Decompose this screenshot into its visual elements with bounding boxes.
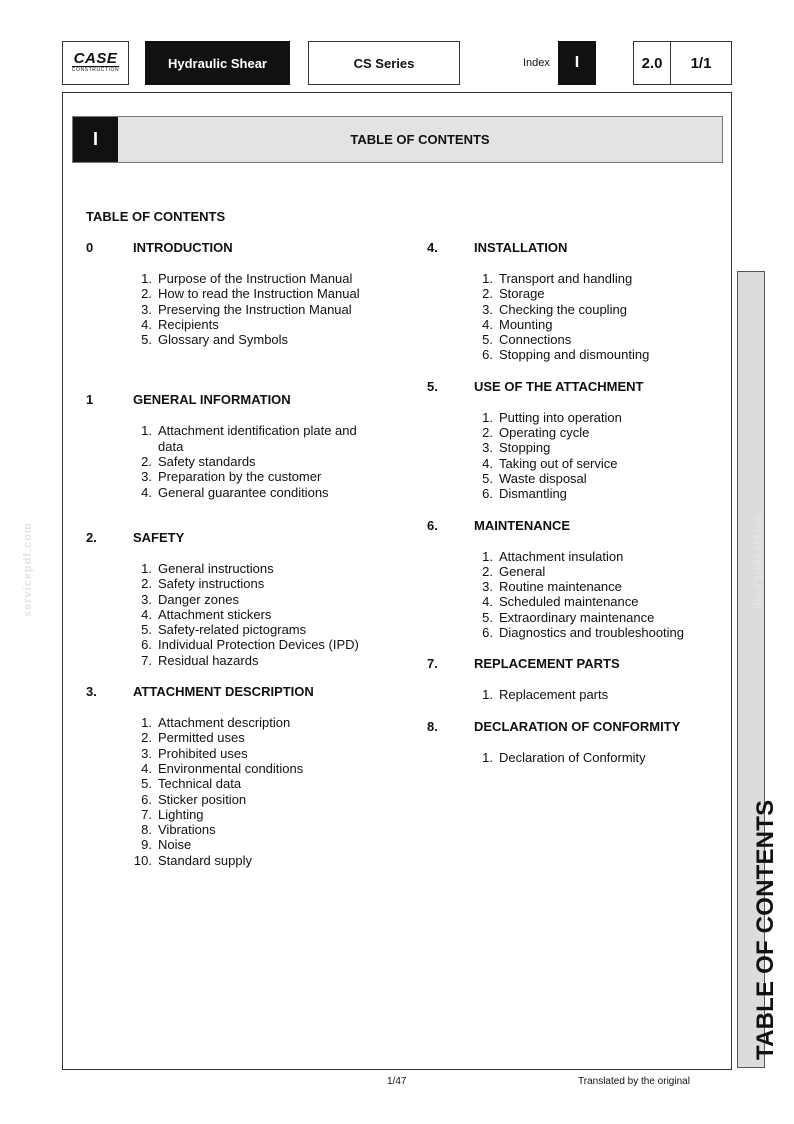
toc-item — [427, 471, 727, 486]
toc-item-list — [427, 271, 727, 363]
toc-item — [427, 594, 727, 609]
toc-section-title: MAINTENANCE — [474, 517, 571, 533]
toc-section-number: 8. — [427, 718, 438, 734]
watermark-left: servicepdf.com — [22, 522, 34, 617]
toc-item — [86, 332, 386, 347]
toc-section — [427, 379, 727, 502]
toc-item-number: 7. — [141, 652, 152, 668]
toc-section-heading — [86, 392, 386, 407]
toc-item-number: 6. — [141, 791, 152, 807]
toc-item-text: Technical data — [158, 776, 242, 792]
toc-section-title: INSTALLATION — [474, 240, 568, 255]
toc-item — [427, 579, 727, 594]
toc-item-number: 2. — [141, 576, 152, 592]
toc-item-text: Mounting — [499, 316, 553, 332]
toc-item — [86, 730, 386, 745]
toc-item — [86, 746, 386, 761]
toc-item-number: 2. — [482, 563, 493, 579]
toc-item-text: Preparation by the customer — [158, 469, 322, 485]
toc-section-heading — [427, 379, 727, 394]
toc-section-number: 3. — [86, 684, 97, 700]
toc-item-text: Attachment identification plate and data — [158, 423, 357, 454]
toc-section — [86, 392, 386, 499]
toc-item — [427, 750, 727, 765]
toc-item-number: 10. — [133, 852, 152, 868]
toc-item-text: Declaration of Conformity — [499, 749, 646, 765]
toc-item-number: 5. — [482, 609, 493, 625]
toc-item-number: 1. — [482, 749, 493, 765]
toc-item-number: 3. — [141, 745, 152, 761]
case-logo — [62, 41, 129, 85]
toc-right-column — [427, 240, 727, 781]
toc-item-number: 5. — [141, 776, 152, 792]
toc-item-number: 1. — [141, 715, 152, 731]
toc-item-text: Permitted uses — [158, 730, 245, 746]
toc-section-title: ATTACHMENT DESCRIPTION — [133, 684, 314, 700]
toc-item — [86, 622, 386, 637]
toc-item-text: Connections — [499, 332, 572, 348]
toc-section-heading — [427, 240, 727, 255]
toc-item — [86, 561, 386, 576]
toc-item — [427, 625, 727, 640]
toc-item-list — [427, 750, 727, 765]
toc-item — [427, 286, 727, 301]
toc-item — [86, 469, 386, 484]
toc-item — [427, 425, 727, 440]
toc-section — [86, 240, 386, 347]
toc-item-text: General instructions — [158, 560, 274, 576]
toc-section — [86, 530, 386, 668]
toc-item-text: Putting into operation — [499, 409, 622, 425]
toc-item-number: 3. — [141, 591, 152, 607]
toc-item — [427, 456, 727, 471]
toc-section-title: USE OF THE ATTACHMENT — [474, 378, 644, 394]
toc-item-text: Purpose of the Instruction Manual — [158, 271, 353, 286]
toc-item — [86, 485, 386, 500]
toc-item — [86, 286, 386, 301]
toc-section — [86, 684, 386, 868]
version-number: 2.0 — [633, 41, 671, 85]
toc-section-title: SAFETY — [133, 529, 185, 545]
toc-item-text: Safety-related pictograms — [158, 622, 307, 638]
toc-item-number: 2. — [482, 425, 493, 441]
toc-item-number: 2. — [141, 454, 152, 470]
toc-item-number: 6. — [141, 637, 152, 653]
toc-item-number: 1. — [482, 271, 493, 286]
series-label: CS Series — [308, 41, 460, 85]
watermark-right: servicepdf.com — [752, 515, 764, 610]
toc-item — [427, 410, 727, 425]
toc-item — [427, 687, 727, 702]
toc-item-number: 6. — [482, 625, 493, 641]
logo-subtext: CONSTRUCTION — [71, 67, 120, 73]
toc-item — [86, 807, 386, 822]
toc-item — [86, 853, 386, 868]
toc-item-text: Sticker position — [158, 791, 247, 807]
toc-item-number: 4. — [482, 455, 493, 471]
toc-item — [86, 761, 386, 776]
toc-item-text: Transport and handling — [499, 271, 633, 286]
toc-item-number: 8. — [141, 822, 152, 838]
toc-item-number: 4. — [141, 316, 152, 332]
toc-item-text: Attachment insulation — [499, 548, 624, 564]
toc-item-number: 4. — [482, 316, 493, 332]
toc-section-number: 7. — [427, 656, 438, 672]
toc-item-number: 4. — [482, 594, 493, 610]
toc-item-text: Routine maintenance — [499, 579, 622, 595]
toc-item — [86, 776, 386, 791]
toc-item-number: 3. — [141, 301, 152, 317]
toc-item-number: 3. — [141, 469, 152, 485]
toc-item — [427, 564, 727, 579]
toc-item — [86, 454, 386, 469]
toc-item-text: Replacement parts — [499, 687, 609, 703]
toc-section-number: 1 — [86, 392, 94, 408]
toc-item-list — [427, 549, 727, 641]
toc-section — [427, 719, 727, 765]
toc-item-text: Scheduled maintenance — [499, 594, 639, 610]
toc-left-column — [86, 240, 386, 884]
toc-section-number: 4. — [427, 240, 438, 255]
toc-item-text: Stopping and dismounting — [499, 347, 650, 363]
toc-item — [427, 549, 727, 564]
toc-item — [86, 592, 386, 607]
toc-item-text: Individual Protection Devices (IPD) — [158, 637, 359, 653]
toc-item — [427, 332, 727, 347]
toc-item-text: Checking the coupling — [499, 301, 627, 317]
section-banner — [72, 116, 723, 163]
toc-item-text: General guarantee conditions — [158, 484, 329, 500]
toc-item-text: Storage — [499, 286, 545, 302]
toc-item-number: 5. — [141, 332, 152, 348]
toc-item-number: 2. — [141, 730, 152, 746]
logo-brand: CASE — [73, 50, 118, 67]
toc-item — [86, 423, 386, 454]
toc-item-text: Standard supply — [158, 852, 252, 868]
toc-item-number: 3. — [482, 301, 493, 317]
toc-item-text: Residual hazards — [158, 652, 259, 668]
banner-title: TABLE OF CONTENTS — [350, 132, 490, 147]
toc-item — [86, 317, 386, 332]
toc-section-number: 2. — [86, 529, 97, 545]
toc-item-number: 1. — [482, 409, 493, 425]
toc-item-number: 1. — [482, 548, 493, 564]
toc-item-text: Glossary and Symbols — [158, 332, 289, 348]
toc-item-number: 5. — [141, 622, 152, 638]
toc-item-text: Preserving the Instruction Manual — [158, 301, 352, 317]
toc-item-list — [427, 410, 727, 502]
side-tab-label: TABLE OF CONTENTS — [752, 799, 779, 1060]
toc-item-list — [86, 271, 386, 347]
toc-item-number: 1. — [141, 271, 152, 286]
toc-item-text: How to read the Instruction Manual — [158, 286, 360, 302]
toc-item — [86, 607, 386, 622]
toc-item — [86, 837, 386, 852]
toc-item — [86, 637, 386, 652]
toc-item-text: Lighting — [158, 806, 204, 822]
toc-item-list — [86, 423, 386, 499]
banner-letter: I — [73, 117, 118, 162]
footer-page-number: 1/47 — [387, 1076, 407, 1087]
toc-item — [86, 271, 386, 286]
toc-item-number: 4. — [141, 484, 152, 500]
toc-item-number: 6. — [482, 347, 493, 363]
toc-section-title: GENERAL INFORMATION — [133, 392, 291, 408]
toc-item — [427, 302, 727, 317]
toc-item-text: Danger zones — [158, 591, 239, 607]
toc-item — [86, 715, 386, 730]
toc-item-number: 1. — [141, 560, 152, 576]
toc-heading: TABLE OF CONTENTS — [86, 209, 226, 224]
toc-section-heading — [427, 656, 727, 671]
toc-section-title: DECLARATION OF CONFORMITY — [474, 718, 681, 734]
toc-item — [86, 822, 386, 837]
product-title: Hydraulic Shear — [145, 41, 290, 85]
toc-item-number: 1. — [482, 687, 493, 703]
toc-item-text: Safety instructions — [158, 576, 265, 592]
toc-item-list — [86, 715, 386, 868]
toc-item-text: Stopping — [499, 440, 551, 456]
toc-item — [86, 302, 386, 317]
toc-section-heading — [86, 530, 386, 545]
toc-section-number: 5. — [427, 378, 438, 394]
toc-item — [427, 271, 727, 286]
toc-item-number: 2. — [141, 286, 152, 302]
toc-item-number: 3. — [482, 440, 493, 456]
toc-item-number: 9. — [141, 837, 152, 853]
toc-item-text: Waste disposal — [499, 470, 587, 486]
toc-section-title: REPLACEMENT PARTS — [474, 656, 620, 672]
toc-item — [86, 653, 386, 668]
toc-item-text: Taking out of service — [499, 455, 618, 471]
toc-item-text: Diagnostics and troubleshooting — [499, 625, 685, 641]
toc-item — [427, 486, 727, 501]
toc-item — [86, 792, 386, 807]
toc-section — [427, 240, 727, 363]
toc-item-text: Recipients — [158, 316, 219, 332]
toc-item-text: Operating cycle — [499, 425, 590, 441]
toc-item-text: Attachment description — [158, 715, 291, 731]
toc-item-text: Extraordinary maintenance — [499, 609, 655, 625]
toc-section-number: 0 — [86, 240, 94, 255]
toc-item — [427, 317, 727, 332]
toc-item — [86, 576, 386, 591]
index-value: I — [558, 41, 596, 85]
toc-item-text: Prohibited uses — [158, 745, 248, 761]
toc-item — [427, 440, 727, 455]
toc-section-number: 6. — [427, 517, 438, 533]
toc-section — [427, 518, 727, 641]
toc-item-text: Noise — [158, 837, 192, 853]
toc-item-text: Environmental conditions — [158, 760, 304, 776]
toc-item — [427, 610, 727, 625]
toc-section-title: INTRODUCTION — [133, 240, 233, 255]
toc-item-number: 2. — [482, 286, 493, 302]
footer-note: Translated by the original — [578, 1076, 690, 1087]
toc-item-text: Vibrations — [158, 822, 216, 838]
toc-section — [427, 656, 727, 702]
page-indicator: 1/1 — [670, 41, 732, 85]
toc-item-number: 7. — [141, 806, 152, 822]
toc-item-number: 5. — [482, 470, 493, 486]
toc-item-number: 4. — [141, 606, 152, 622]
toc-section-heading — [86, 240, 386, 255]
toc-item-number: 6. — [482, 486, 493, 502]
toc-item-number: 3. — [482, 579, 493, 595]
toc-item-text: Attachment stickers — [158, 606, 272, 622]
toc-section-heading — [427, 719, 727, 734]
toc-section-heading — [86, 684, 386, 699]
toc-item-list — [86, 561, 386, 668]
index-label: Index — [523, 57, 550, 69]
toc-item-text: Dismantling — [499, 486, 567, 502]
toc-item-number: 1. — [141, 423, 152, 439]
toc-item-text: General — [499, 563, 546, 579]
toc-item — [427, 347, 727, 362]
toc-item-text: Safety standards — [158, 454, 256, 470]
toc-item-number: 5. — [482, 332, 493, 348]
toc-item-number: 4. — [141, 760, 152, 776]
toc-item-list — [427, 687, 727, 702]
toc-section-heading — [427, 518, 727, 533]
